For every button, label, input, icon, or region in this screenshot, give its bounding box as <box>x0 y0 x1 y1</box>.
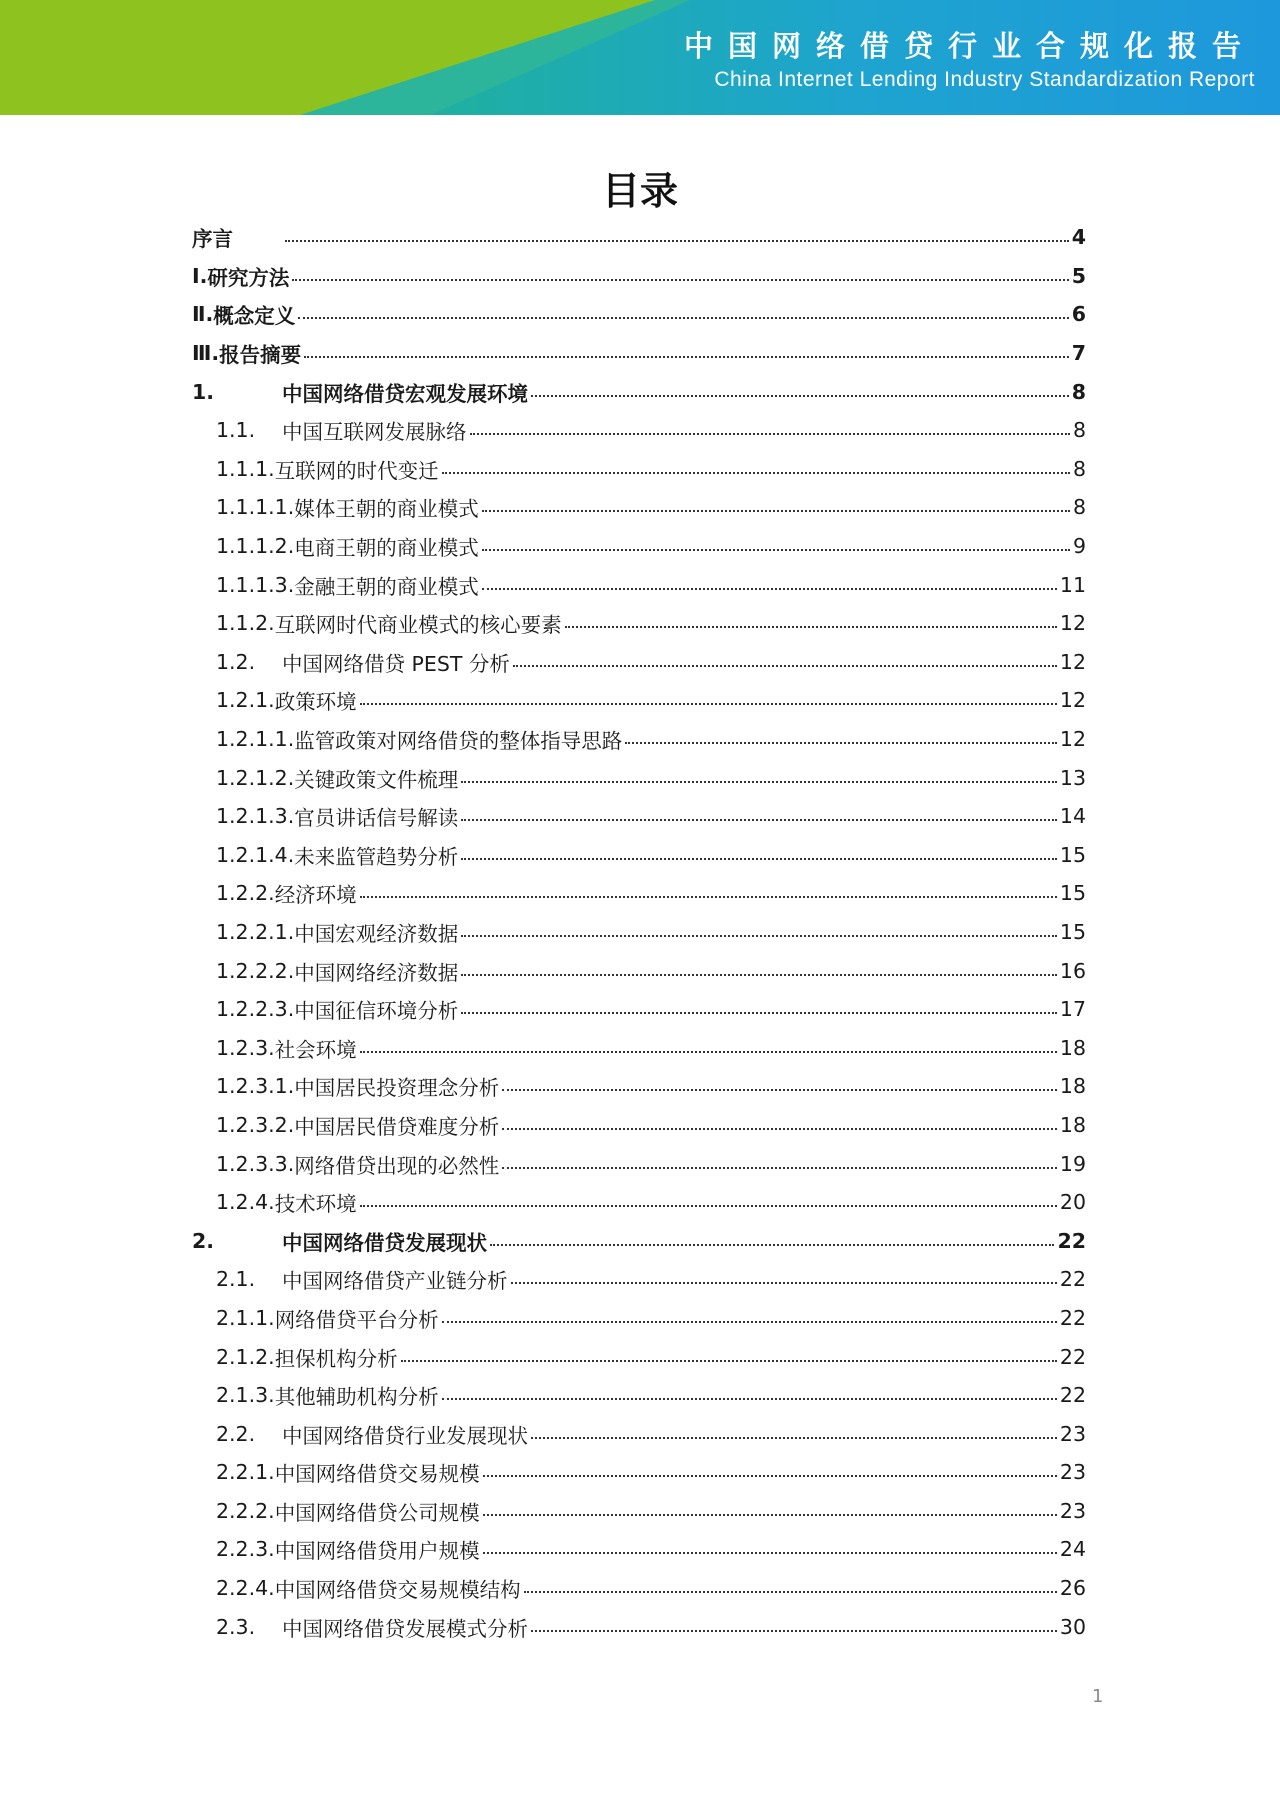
toc-leader-dots <box>360 703 1057 705</box>
toc-leader-dots <box>360 896 1057 898</box>
toc-entry[interactable] <box>192 836 1086 875</box>
toc-entry[interactable] <box>192 1299 1086 1338</box>
toc-entry-number: 1.2.3. <box>216 1035 275 1060</box>
toc-entry-number: 2.1.2. <box>216 1344 275 1369</box>
toc-entry-page: 19 <box>1059 1151 1086 1176</box>
toc-entry[interactable] <box>192 797 1086 836</box>
toc-leader-dots <box>461 1012 1057 1014</box>
toc-entry[interactable] <box>192 604 1086 643</box>
toc-entry[interactable] <box>192 1376 1086 1415</box>
toc-entry[interactable] <box>192 1144 1086 1183</box>
toc-entry[interactable] <box>192 1260 1086 1299</box>
header-title-zh: 中国网络借贷行业合规化报告 <box>683 29 1256 63</box>
toc-entry[interactable] <box>192 1337 1086 1376</box>
toc-leader-dots <box>625 742 1057 744</box>
toc-entry-number: 1.2.1.4. <box>216 842 295 867</box>
toc-entry[interactable] <box>192 758 1086 797</box>
toc-entry-title: 网络借贷平台分析 <box>274 1307 439 1332</box>
toc-entry-title: 互联网的时代变迁 <box>274 458 439 483</box>
toc-entry-number: 1.2.3.2. <box>216 1112 295 1137</box>
toc-leader-dots <box>502 1128 1057 1130</box>
toc-entry-title: 官员讲话信号解读 <box>294 806 459 831</box>
toc-entry-number: 1.1.1.3. <box>216 572 295 597</box>
toc-entry-page: 12 <box>1059 611 1086 636</box>
toc-entry[interactable] <box>192 681 1086 720</box>
toc-entry-title: 中国网络借贷用户规模 <box>274 1539 480 1564</box>
toc-leader-dots <box>470 433 1070 435</box>
toc-entry-title: 中国网络借贷交易规模结构 <box>274 1578 521 1603</box>
toc-leader-dots <box>360 1051 1057 1053</box>
toc-entry-number: Ⅰ. <box>192 263 208 288</box>
toc-entry-title: 中国宏观经济数据 <box>294 921 459 946</box>
toc-entry-number: Ⅱ. <box>192 302 214 327</box>
toc-leader-dots <box>502 1089 1057 1091</box>
toc-entry-number: 2.3. <box>216 1614 256 1639</box>
toc-leader-dots <box>298 317 1068 319</box>
toc-entry[interactable] <box>192 720 1086 759</box>
toc-entry[interactable] <box>192 488 1086 527</box>
toc-entry-number: 1.2.1. <box>216 688 275 713</box>
toc-entry[interactable] <box>192 951 1086 990</box>
toc-entry-page: 15 <box>1059 919 1086 944</box>
toc-entry-page: 18 <box>1059 1112 1086 1137</box>
toc-entry-page: 30 <box>1059 1614 1086 1639</box>
toc-entry[interactable] <box>192 450 1086 489</box>
toc-entry-number: 1.2. <box>216 649 256 674</box>
toc-entry-number: 2.2. <box>216 1421 256 1446</box>
toc-entry-page: 8 <box>1071 379 1086 404</box>
toc-entry-title: 政策环境 <box>274 690 357 715</box>
toc-entry[interactable] <box>192 257 1086 296</box>
toc-entry-number: 1.2.3.3. <box>216 1151 295 1176</box>
toc-leader-dots <box>401 1360 1057 1362</box>
toc-entry-page: 14 <box>1059 804 1086 829</box>
toc-entry-number: 1.2.2.1. <box>216 919 295 944</box>
toc-entry-title: 中国居民借贷难度分析 <box>294 1114 500 1139</box>
toc-leader-dots <box>524 1591 1057 1593</box>
toc-leader-dots <box>461 819 1057 821</box>
toc-entry-title: 概念定义 <box>213 304 296 329</box>
toc-leader-dots <box>482 588 1057 590</box>
toc-entry-page: 18 <box>1059 1035 1086 1060</box>
toc-entry-page: 23 <box>1059 1421 1086 1446</box>
toc-entry[interactable] <box>192 295 1086 334</box>
toc-entry-number: 1.1.1.1. <box>216 495 295 520</box>
toc-entry[interactable] <box>192 1106 1086 1145</box>
toc-entry[interactable] <box>192 1067 1086 1106</box>
toc-entry-title: 报告摘要 <box>219 343 302 368</box>
toc-leader-dots <box>442 1398 1057 1400</box>
toc-entry-page: 26 <box>1059 1576 1086 1601</box>
toc-entry-page: 22 <box>1057 1228 1086 1253</box>
toc-entry-title: 金融王朝的商业模式 <box>294 574 479 599</box>
toc-entry-title: 中国网络借贷 PEST 分析 <box>282 651 510 676</box>
toc-entry-page: 22 <box>1059 1267 1086 1292</box>
toc-entry[interactable] <box>192 565 1086 604</box>
toc-entry-number: 1. <box>192 379 215 404</box>
toc-leader-dots <box>461 935 1057 937</box>
toc-entry-title: 研究方法 <box>207 265 290 290</box>
toc-entry-page: 12 <box>1059 649 1086 674</box>
toc-entry-page: 7 <box>1071 341 1086 366</box>
toc-entry-title: 中国网络借贷产业链分析 <box>282 1269 508 1294</box>
toc-entry[interactable] <box>192 643 1086 682</box>
table-of-contents <box>192 218 1086 1646</box>
toc-entry-title: 经济环境 <box>274 883 357 908</box>
toc-entry[interactable] <box>192 874 1086 913</box>
toc-entry[interactable] <box>192 1607 1086 1646</box>
toc-entry-page: 16 <box>1059 958 1086 983</box>
toc-entry-page: 15 <box>1059 881 1086 906</box>
toc-entry-title: 网络借贷出现的必然性 <box>294 1153 500 1178</box>
toc-entry[interactable] <box>192 527 1086 566</box>
toc-entry-page: 22 <box>1059 1344 1086 1369</box>
toc-entry[interactable] <box>192 913 1086 952</box>
toc-leader-dots <box>531 1437 1057 1439</box>
toc-entry-number: 1.2.1.2. <box>216 765 295 790</box>
toc-leader-dots <box>502 1167 1057 1169</box>
toc-entry-page: 8 <box>1072 418 1086 443</box>
toc-entry[interactable] <box>192 1492 1086 1531</box>
toc-entry-title: 互联网时代商业模式的核心要素 <box>274 613 562 638</box>
toc-entry-number: 1.1. <box>216 418 256 443</box>
header-title-en: China Internet Lending Industry Standardization Report <box>714 68 1255 91</box>
toc-entry-number: 序言 <box>192 227 233 252</box>
toc-entry-title: 未来监管趋势分析 <box>294 844 459 869</box>
toc-entry-title: 社会环境 <box>274 1037 357 1062</box>
toc-entry-title: 其他辅助机构分析 <box>274 1385 439 1410</box>
toc-leader-dots <box>304 356 1069 358</box>
toc-entry-title: 中国网络借贷公司规模 <box>274 1500 480 1525</box>
toc-entry-page: 11 <box>1059 572 1086 597</box>
toc-entry-title: 技术环境 <box>274 1192 357 1217</box>
toc-entry-number: 2.1. <box>216 1267 256 1292</box>
toc-entry-number: 1.1.1.2. <box>216 534 295 559</box>
toc-entry[interactable] <box>192 411 1086 450</box>
toc-entry-title: 中国征信环境分析 <box>294 999 459 1024</box>
toc-entry-number: 1.2.4. <box>216 1190 275 1215</box>
toc-entry-number: 1.2.2.2. <box>216 958 295 983</box>
toc-entry[interactable] <box>192 1453 1086 1492</box>
toc-entry-page: 12 <box>1059 727 1086 752</box>
toc-entry-title: 中国网络借贷发展现状 <box>282 1230 487 1255</box>
toc-entry[interactable] <box>192 218 1086 257</box>
toc-entry-number: 2.1.1. <box>216 1305 275 1330</box>
toc-leader-dots <box>511 1282 1057 1284</box>
page-number: 1 <box>1092 1686 1104 1707</box>
toc-entry-page: 15 <box>1059 842 1086 867</box>
toc-entry-title: 中国网络借贷宏观发展环境 <box>282 381 528 406</box>
toc-leader-dots <box>531 395 1069 397</box>
toc-entry-page: 8 <box>1072 456 1086 481</box>
toc-entry-title: 媒体王朝的商业模式 <box>294 497 479 522</box>
toc-leader-dots <box>482 549 1070 551</box>
header-banner <box>0 0 1280 115</box>
toc-entry-number: 1.1.1. <box>216 456 275 481</box>
toc-entry-number: 1.2.1.3. <box>216 804 295 829</box>
toc-leader-dots <box>461 781 1057 783</box>
toc-entry-title: 监管政策对网络借贷的整体指导思路 <box>294 729 623 754</box>
toc-entry[interactable] <box>192 1221 1086 1260</box>
toc-entry-title: 关键政策文件梳理 <box>294 767 459 792</box>
toc-entry-number: 2.1.3. <box>216 1383 275 1408</box>
toc-entry-number: 2.2.3. <box>216 1537 275 1562</box>
toc-entry[interactable] <box>192 1028 1086 1067</box>
toc-entry-page: 18 <box>1059 1074 1086 1099</box>
toc-leader-dots <box>461 858 1057 860</box>
toc-entry-page: 23 <box>1059 1460 1086 1485</box>
toc-entry-title: 中国网络借贷发展模式分析 <box>282 1616 528 1641</box>
toc-entry-page: 13 <box>1059 765 1086 790</box>
toc-entry[interactable] <box>192 1530 1086 1569</box>
toc-entry-page: 6 <box>1071 302 1086 327</box>
toc-entry-page: 24 <box>1059 1537 1086 1562</box>
toc-entry-page: 9 <box>1072 534 1086 559</box>
toc-leader-dots <box>483 1514 1057 1516</box>
toc-entry-number: 2.2.2. <box>216 1498 275 1523</box>
toc-leader-dots <box>482 510 1070 512</box>
toc-leader-dots <box>285 240 1069 242</box>
toc-leader-dots <box>442 472 1070 474</box>
toc-entry-page: 20 <box>1059 1190 1086 1215</box>
toc-entry-page: 22 <box>1059 1305 1086 1330</box>
toc-entry-title: 电商王朝的商业模式 <box>294 536 479 561</box>
toc-entry-page: 5 <box>1071 263 1086 288</box>
toc-entry-number: 1.2.1.1. <box>216 727 295 752</box>
toc-entry-number: 1.2.2. <box>216 881 275 906</box>
toc-leader-dots <box>483 1475 1057 1477</box>
toc-leader-dots <box>442 1321 1057 1323</box>
toc-entry-page: 4 <box>1071 225 1086 250</box>
toc-entry-title: 担保机构分析 <box>274 1346 398 1371</box>
toc-entry[interactable] <box>192 1183 1086 1222</box>
toc-entry-number: 2.2.1. <box>216 1460 275 1485</box>
toc-entry-page: 8 <box>1072 495 1086 520</box>
toc-entry-page: 17 <box>1059 997 1086 1022</box>
toc-entry[interactable] <box>192 1569 1086 1608</box>
toc-leader-dots <box>490 1244 1054 1246</box>
toc-leader-dots <box>360 1205 1057 1207</box>
toc-entry-number: 1.2.3.1. <box>216 1074 295 1099</box>
toc-leader-dots <box>461 974 1057 976</box>
toc-leader-dots <box>531 1630 1057 1632</box>
toc-entry-page: 23 <box>1059 1498 1086 1523</box>
toc-entry-number: 1.2.2.3. <box>216 997 295 1022</box>
page-title: 目录 <box>601 169 678 213</box>
toc-leader-dots <box>292 279 1068 281</box>
toc-entry-title: 中国网络经济数据 <box>294 960 459 985</box>
toc-entry[interactable] <box>192 1414 1086 1453</box>
toc-entry-number: 2.2.4. <box>216 1576 275 1601</box>
toc-entry[interactable] <box>192 990 1086 1029</box>
toc-entry-title: 中国网络借贷行业发展现状 <box>282 1423 528 1448</box>
toc-entry-number: 1.1.2. <box>216 611 275 636</box>
toc-entry-page: 22 <box>1059 1383 1086 1408</box>
toc-leader-dots <box>565 626 1057 628</box>
toc-entry-title: 中国网络借贷交易规模 <box>274 1462 480 1487</box>
toc-entry-title: 中国居民投资理念分析 <box>294 1076 500 1101</box>
toc-leader-dots <box>513 665 1057 667</box>
toc-entry-number: 2. <box>192 1228 215 1253</box>
toc-entry-number: Ⅲ. <box>192 341 220 366</box>
toc-leader-dots <box>483 1552 1057 1554</box>
toc-entry[interactable] <box>192 334 1086 373</box>
toc-entry-page: 12 <box>1059 688 1086 713</box>
toc-entry-title: 中国互联网发展脉络 <box>282 420 467 445</box>
toc-entry[interactable] <box>192 372 1086 411</box>
